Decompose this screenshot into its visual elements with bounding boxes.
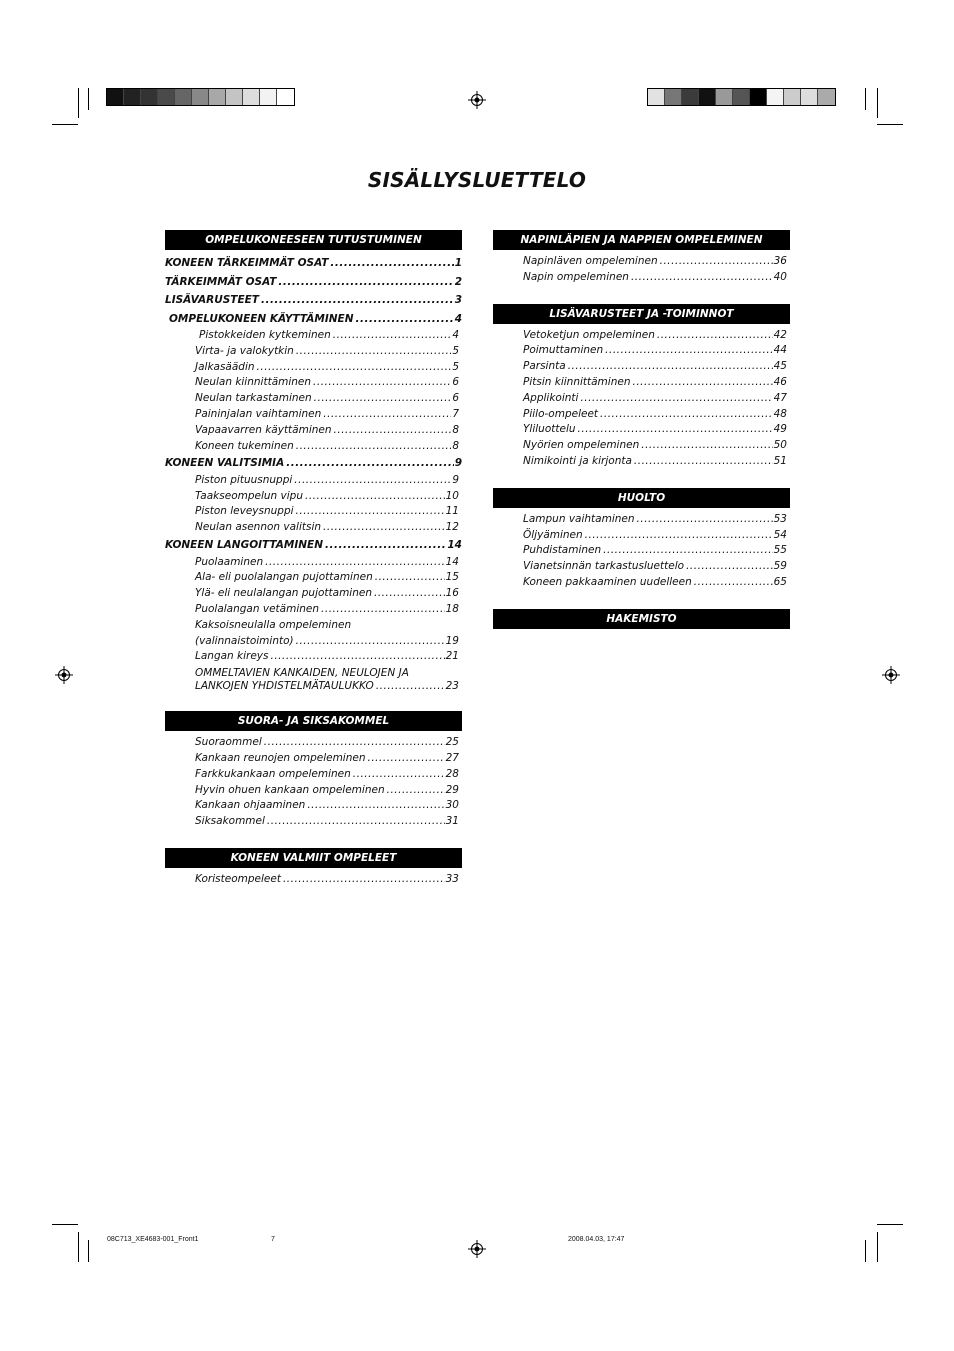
toc-entry[interactable]: Puolalangan vetäminen ..... 18 [165, 602, 462, 618]
toc-entry[interactable]: Vetoketjun ompeleminen ..... 42 [493, 328, 790, 344]
color-swatch [260, 89, 277, 105]
registration-mark-icon [468, 1240, 486, 1258]
toc-entry[interactable]: Nimikointi ja kirjonta ..... 51 [493, 454, 790, 470]
section-header-index[interactable]: HAKEMISTO [493, 609, 790, 629]
toc-entry[interactable]: Parsinta ..... 45 [493, 359, 790, 375]
section-header: OMPELUKONEESEEN TUTUSTUMINEN [165, 230, 462, 250]
toc-column-left [165, 230, 462, 906]
page-title: SISÄLLYSLUETTELO [367, 168, 587, 192]
registration-mark-icon [55, 666, 73, 684]
toc-entry[interactable]: KONEEN LANGOITTAMINEN ..... 14 [165, 536, 462, 555]
toc-entry[interactable]: Jalkasäädin ..... 5 [165, 360, 462, 376]
toc-section [493, 609, 790, 629]
color-swatch [107, 89, 124, 105]
toc-entry[interactable]: Napin ompeleminen ..... 40 [493, 270, 790, 286]
color-swatch [141, 89, 158, 105]
toc-entry[interactable]: Vapaavarren käyttäminen ..... 8 [165, 423, 462, 439]
toc-entry[interactable]: Langan kireys ..... 21 [165, 649, 462, 665]
color-swatch [784, 89, 801, 105]
section-header: HUOLTO [493, 488, 790, 508]
toc-entry[interactable]: Öljyäminen ..... 54 [493, 528, 790, 544]
crop-mark [78, 88, 79, 118]
toc-entry[interactable]: Virta- ja valokytkin ..... 5 [165, 344, 462, 360]
color-swatch [158, 89, 175, 105]
color-swatch [733, 89, 750, 105]
color-swatch [243, 89, 260, 105]
toc-section [493, 304, 790, 470]
toc-entry[interactable]: (valinnaistoiminto) ..... 19 [165, 634, 462, 650]
crop-mark [78, 1232, 79, 1262]
toc-entry[interactable]: Pitsin kiinnittäminen ..... 46 [493, 375, 790, 391]
color-swatch [665, 89, 682, 105]
crop-mark [88, 88, 89, 110]
crop-mark [877, 1224, 903, 1225]
color-swatch [648, 89, 665, 105]
toc-entry[interactable]: Koristeompeleet ..... 33 [165, 872, 462, 888]
toc-entry[interactable]: Koneen pakkaaminen uudelleen ..... 65 [493, 575, 790, 591]
toc-entry[interactable]: LISÄVARUSTEET ..... 3 [165, 291, 462, 310]
toc-section [165, 711, 462, 830]
toc-entry[interactable]: Ylä- eli neulalangan pujottaminen ..... 16 [165, 586, 462, 602]
toc-entry[interactable]: Lampun vaihtaminen ..... 53 [493, 512, 790, 528]
color-swatch [175, 89, 192, 105]
toc-entry[interactable]: Applikointi ..... 47 [493, 391, 790, 407]
toc-entry[interactable]: Paininjalan vaihtaminen ..... 7 [165, 407, 462, 423]
crop-mark [877, 88, 878, 118]
crop-mark [865, 88, 866, 110]
crop-mark [88, 1240, 89, 1262]
section-header: SUORA- JA SIKSAKOMMEL [165, 711, 462, 731]
toc-entry[interactable]: Siksakommel ..... 31 [165, 814, 462, 830]
footer-timestamp: 2008.04.03, 17:47 [568, 1236, 625, 1243]
color-swatch [192, 89, 209, 105]
toc-entry[interactable]: Neulan tarkastaminen ..... 6 [165, 391, 462, 407]
toc-entry[interactable]: Puhdistaminen ..... 55 [493, 543, 790, 559]
color-swatch [682, 89, 699, 105]
color-swatch [767, 89, 784, 105]
toc-entry[interactable]: KONEEN VALITSIMIA ..... 9 [165, 454, 462, 473]
toc-entry[interactable]: Yliluottelu ..... 49 [493, 422, 790, 438]
toc-entry[interactable]: Suoraommel ..... 25 [165, 735, 462, 751]
toc-entry[interactable]: Piston leveysnuppi ..... 11 [165, 504, 462, 520]
color-calibration-bar-right [647, 88, 836, 106]
crop-mark [865, 1240, 866, 1262]
toc-entry[interactable]: Napinläven ompeleminen ..... 36 [493, 254, 790, 270]
color-swatch [209, 89, 226, 105]
color-swatch [699, 89, 716, 105]
toc-entry[interactable]: Piilo-ompeleet ..... 48 [493, 407, 790, 423]
toc-entry-line: Kaksoisneulalla ompeleminen [195, 618, 352, 631]
crop-mark [877, 124, 903, 125]
footer-filename: 08C713_XE4683-001_Front1 [107, 1236, 199, 1243]
toc-entry[interactable]: KONEEN TÄRKEIMMÄT OSAT ..... 1 [165, 254, 462, 273]
toc-entry-line: OMMELTAVIEN KANKAIDEN, NEULOJEN JA [195, 667, 409, 680]
crop-mark [52, 124, 78, 125]
toc-entry[interactable]: Ala- eli puolalangan pujottaminen ..... 15 [165, 570, 462, 586]
toc-entry[interactable]: Piston pituusnuppi ..... 9 [165, 473, 462, 489]
toc-entry[interactable]: LANKOJEN YHDISTELMÄTAULUKKO ..... 23 [165, 680, 462, 693]
section-header: KONEEN VALMIIT OMPELEET [165, 848, 462, 868]
toc-entry[interactable]: Pistokkeiden kytkeminen ..... 4 [165, 328, 462, 344]
toc-entry[interactable]: Kankaan ohjaaminen ..... 30 [165, 798, 462, 814]
toc-entry[interactable]: Koneen tukeminen ..... 8 [165, 439, 462, 455]
toc-entry[interactable]: Puolaaminen ..... 14 [165, 555, 462, 571]
toc-entry[interactable]: Nyörien ompeleminen ..... 50 [493, 438, 790, 454]
color-swatch [801, 89, 818, 105]
registration-mark-icon [882, 666, 900, 684]
toc-entry[interactable]: TÄRKEIMMÄT OSAT ..... 2 [165, 273, 462, 292]
toc-section [493, 488, 790, 591]
section-header: NAPINLÄPIEN JA NAPPIEN OMPELEMINEN [493, 230, 790, 250]
crop-mark [877, 1232, 878, 1262]
toc-entry[interactable]: Farkkukankaan ompeleminen ..... 28 [165, 767, 462, 783]
toc-entry[interactable]: Hyvin ohuen kankaan ompeleminen ..... 29 [165, 783, 462, 799]
toc-entry[interactable]: Vianetsinnän tarkastusluettelo ..... 59 [493, 559, 790, 575]
toc-section [165, 230, 462, 693]
color-calibration-bar-left [106, 88, 295, 106]
toc-entry[interactable]: OMPELUKONEEN KÄYTTÄMINEN ..... 4 [165, 310, 462, 329]
toc-entry[interactable]: Neulan kiinnittäminen ..... 6 [165, 375, 462, 391]
toc-entry[interactable]: Poimuttaminen ..... 44 [493, 343, 790, 359]
toc-section [493, 230, 790, 286]
toc-section [165, 848, 462, 888]
toc-column-right [493, 230, 790, 647]
crop-mark [52, 1224, 78, 1225]
color-swatch [277, 89, 294, 105]
color-swatch [750, 89, 767, 105]
toc-entry[interactable]: Neulan asennon valitsin ..... 12 [165, 520, 462, 536]
color-swatch [124, 89, 141, 105]
section-header: LISÄVARUSTEET JA -TOIMINNOT [493, 304, 790, 324]
registration-mark-icon [468, 91, 486, 109]
color-swatch [716, 89, 733, 105]
footer-page-number: 7 [271, 1236, 275, 1243]
color-swatch [226, 89, 243, 105]
toc-entry[interactable]: Taakseompelun vipu ..... 10 [165, 489, 462, 505]
toc-entry[interactable]: Kankaan reunojen ompeleminen ..... 27 [165, 751, 462, 767]
color-swatch [818, 89, 835, 105]
